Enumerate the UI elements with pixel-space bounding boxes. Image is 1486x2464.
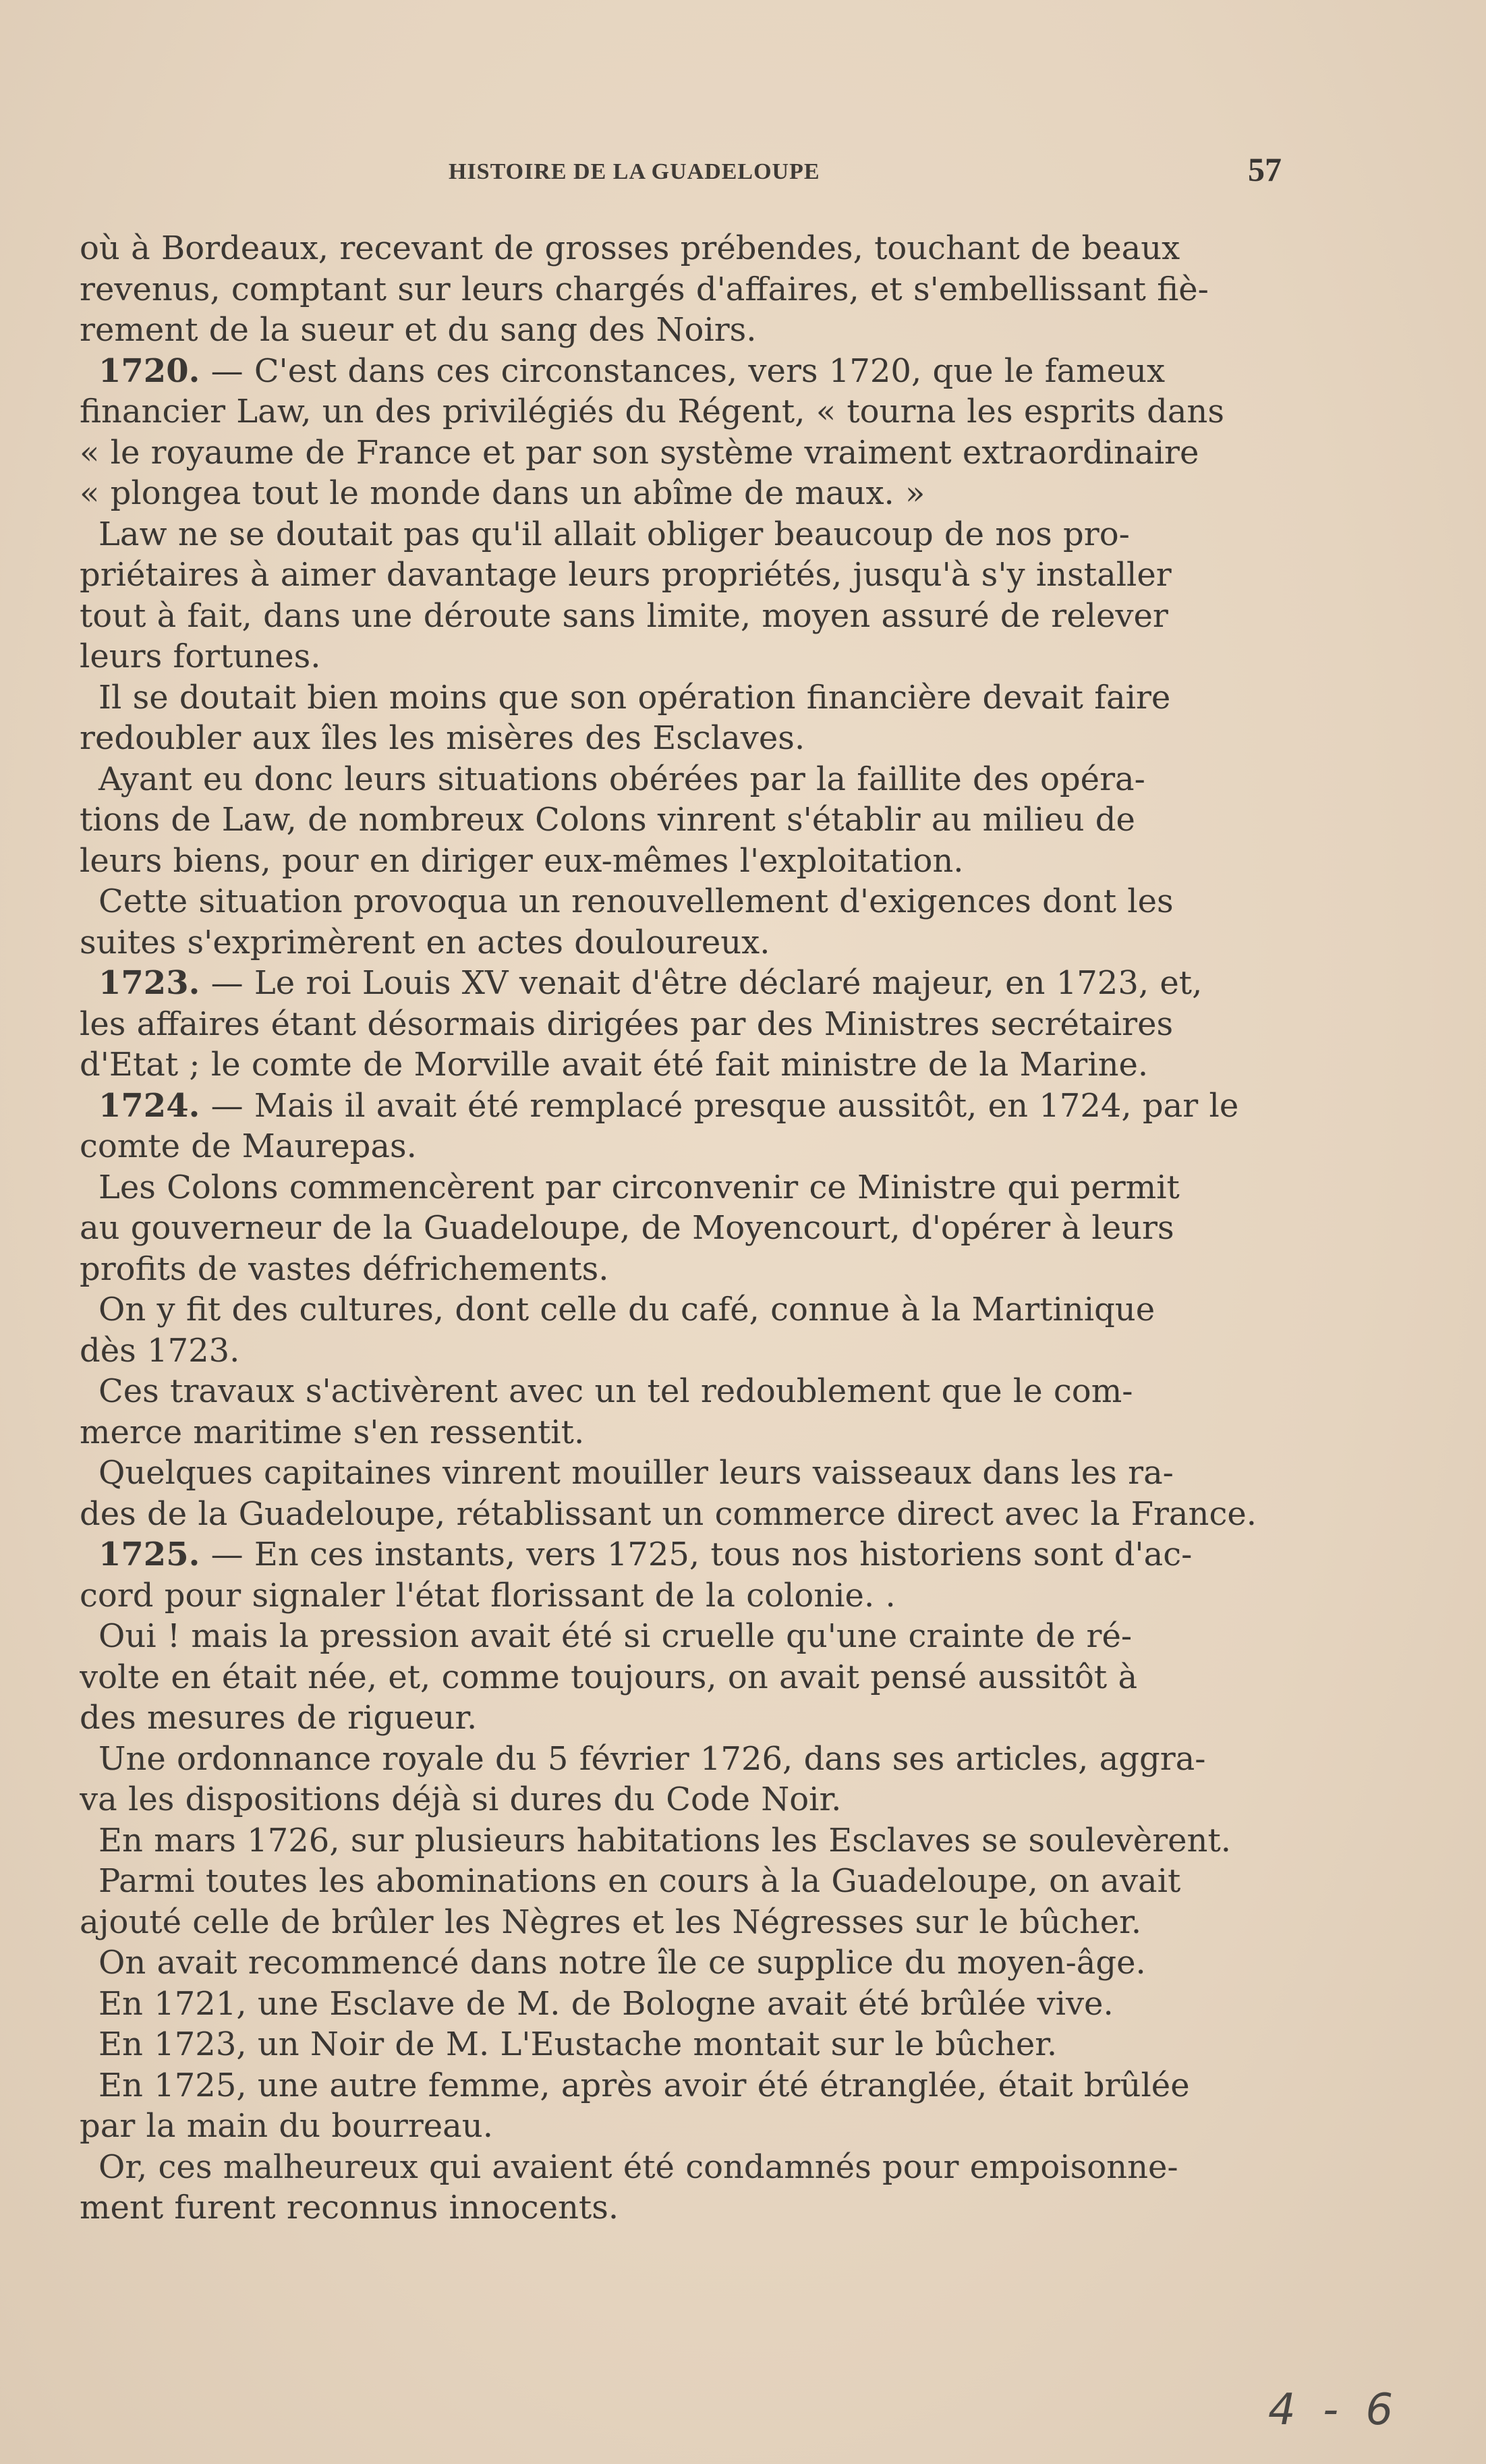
text-line [80,596,1280,637]
line-text: — Le roi Louis XV venait d'être déclaré majeur, en 1723, et, [200,964,1203,1002]
text-line [80,718,1280,759]
text-line [80,2187,1280,2229]
line-text: volte en était née, et, comme toujours, on avait pensé aussitôt à [80,1658,1138,1696]
line-text: On avait recommencé dans notre île ce supplice du moyen-âge. [98,1944,1146,1982]
text-line [80,1861,1280,1902]
text-line [80,1942,1280,1984]
text-line [80,1208,1280,1249]
line-text: En mars 1726, sur plusieurs habitations les Esclaves se soulevèrent. [98,1821,1232,1859]
line-text: profits de vastes défrichements. [80,1250,609,1288]
handwritten-note: 4 - 6 [1268,2385,1400,2435]
text-line [80,636,1280,677]
line-text: cord pour signaler l'état florissant de la colonie. . [80,1576,896,1615]
line-text: Les Colons commencèrent par circonvenir ce Ministre qui permit [98,1168,1180,1206]
text-line [80,1739,1280,1780]
line-text: financier Law, un des privilégiés du Régent, « tourna les esprits dans [80,393,1224,430]
line-text: au gouverneur de la Guadeloupe, de Moyencourt, d'opérer à leurs [80,1209,1174,1247]
text-line [80,922,1280,963]
text-line [80,1126,1280,1167]
text-line [80,1616,1280,1657]
text-line [80,1453,1280,1494]
text-line [80,1289,1280,1331]
text-line [80,1249,1280,1290]
text-line [80,514,1280,555]
text-line [80,269,1280,310]
line-text: Quelques capitaines vinrent mouiller leurs vaisseaux dans les ra- [98,1454,1174,1492]
line-text: On y fit des cultures, dont celle du café, connue à la Martinique [98,1291,1155,1328]
line-text: En 1721, une Esclave de M. de Bologne avait été brûlée vive. [98,1984,1114,2023]
line-text: où à Bordeaux, recevant de grosses prébendes, touchant de beaux [80,229,1180,267]
year-marker: 1724. [98,1086,200,1125]
line-text: revenus, comptant sur leurs chargés d'affaires, et s'embellissant fiè- [80,270,1209,308]
year-marker: 1725. [98,1536,200,1573]
line-text: va les dispositions déjà si dures du Code Noir. [80,1781,842,1818]
line-text: « le royaume de France et par son système vraiment extraordinaire [80,433,1199,472]
year-marker: 1723. [98,964,200,1002]
year-marker: 1720. [98,352,200,390]
line-text: suites s'exprimèrent en actes douloureux. [80,923,770,961]
line-text: tions de Law, de nombreux Colons vinrent s'établir au milieu de [80,801,1135,839]
line-text: En 1725, une autre femme, après avoir été étranglée, était brûlée [98,2066,1190,2104]
text-line [80,1167,1280,1208]
line-text: — Mais il avait été remplacé presque aussitôt, en 1724, par le [200,1086,1239,1125]
text-line [80,1698,1280,1739]
text-line [80,432,1280,474]
text-line [80,677,1280,719]
line-text: « plongea tout le monde dans un abîme de maux. » [80,474,925,512]
text-line [80,555,1280,596]
text-line [80,1820,1280,1861]
line-text: merce maritime s'en ressentit. [80,1413,585,1451]
line-text: rement de la sueur et du sang des Noirs. [80,311,757,349]
text-line [80,351,1280,392]
text-line [80,310,1280,351]
text-line [80,391,1280,432]
text-line [80,759,1280,800]
text-line [80,800,1280,841]
line-text: Law ne se doutait pas qu'il allait obliger beaucoup de nos pro- [98,515,1130,553]
line-text: leurs fortunes. [80,638,321,675]
line-text: Cette situation provoqua un renouvellement d'exigences dont les [98,883,1174,920]
text-line [80,1044,1280,1086]
text-line [80,1779,1280,1820]
text-line [80,1902,1280,1943]
text-line [80,2024,1280,2065]
text-line [80,2106,1280,2147]
line-text: tout à fait, dans une déroute sans limite, moyen assuré de relever [80,596,1168,635]
page-number: 57 [1248,150,1282,188]
line-text: par la main du bourreau. [80,2107,493,2145]
line-text: leurs biens, pour en diriger eux-mêmes l'exploitation. [80,841,964,880]
line-text: les affaires étant désormais dirigées par des Ministres secrétaires [80,1005,1174,1043]
line-text: Or, ces malheureux qui avaient été condamnés pour empoisonne- [98,2148,1178,2186]
line-text: redoubler aux îles les misères des Esclaves. [80,719,805,757]
text-line [80,841,1280,882]
line-text: Il se doutait bien moins que son opération financière devait faire [98,678,1171,717]
text-line [80,1371,1280,1412]
text-line [80,473,1280,514]
text-line [80,1086,1280,1127]
text-line [80,1984,1280,2025]
text-line [80,1657,1280,1698]
page-header [81,150,1295,190]
text-line [80,963,1280,1004]
line-text: des de la Guadeloupe, rétablissant un commerce direct avec la France. [80,1494,1257,1533]
line-text: Ayant eu donc leurs situations obérées par la faillite des opéra- [98,760,1145,798]
line-text: d'Etat ; le comte de Morville avait été fait ministre de la Marine. [80,1046,1149,1084]
line-text: Une ordonnance royale du 5 février 1726, dans ses articles, aggra- [98,1739,1206,1778]
line-text: dès 1723. [80,1331,240,1370]
line-text: En 1723, un Noir de M. L'Eustache montait sur le bûcher. [98,2025,1058,2063]
text-line [80,2065,1280,2106]
line-text: ment furent reconnus innocents. [80,2189,619,2227]
text-line [80,1494,1280,1535]
line-text: — C'est dans ces circonstances, vers 1720, que le fameux [200,352,1166,390]
text-line [80,1534,1280,1575]
line-text: Oui ! mais la pression avait été si cruelle qu'une crainte de ré- [98,1617,1133,1655]
line-text: ajouté celle de brûler les Nègres et les Négresses sur le bûcher. [80,1903,1142,1941]
running-title: HISTOIRE DE LA GUADELOUPE [449,159,820,184]
text-line [80,1004,1280,1045]
text-line [80,1331,1280,1372]
text-line [80,228,1280,269]
line-text: des mesures de rigueur. [80,1699,478,1737]
line-text: — En ces instants, vers 1725, tous nos historiens sont d'ac- [200,1536,1193,1573]
line-text: Ces travaux s'activèrent avec un tel redoublement que le com- [98,1372,1133,1410]
text-line [80,881,1280,922]
line-text: priétaires à aimer davantage leurs propriétés, jusqu'à s'y installer [80,556,1172,594]
text-line [80,1575,1280,1617]
line-text: Parmi toutes les abominations en cours à la Guadeloupe, on avait [98,1862,1181,1900]
text-line [80,2147,1280,2188]
text-line [80,1412,1280,1453]
line-text: comte de Maurepas. [80,1127,417,1165]
body-text [80,228,1280,2229]
